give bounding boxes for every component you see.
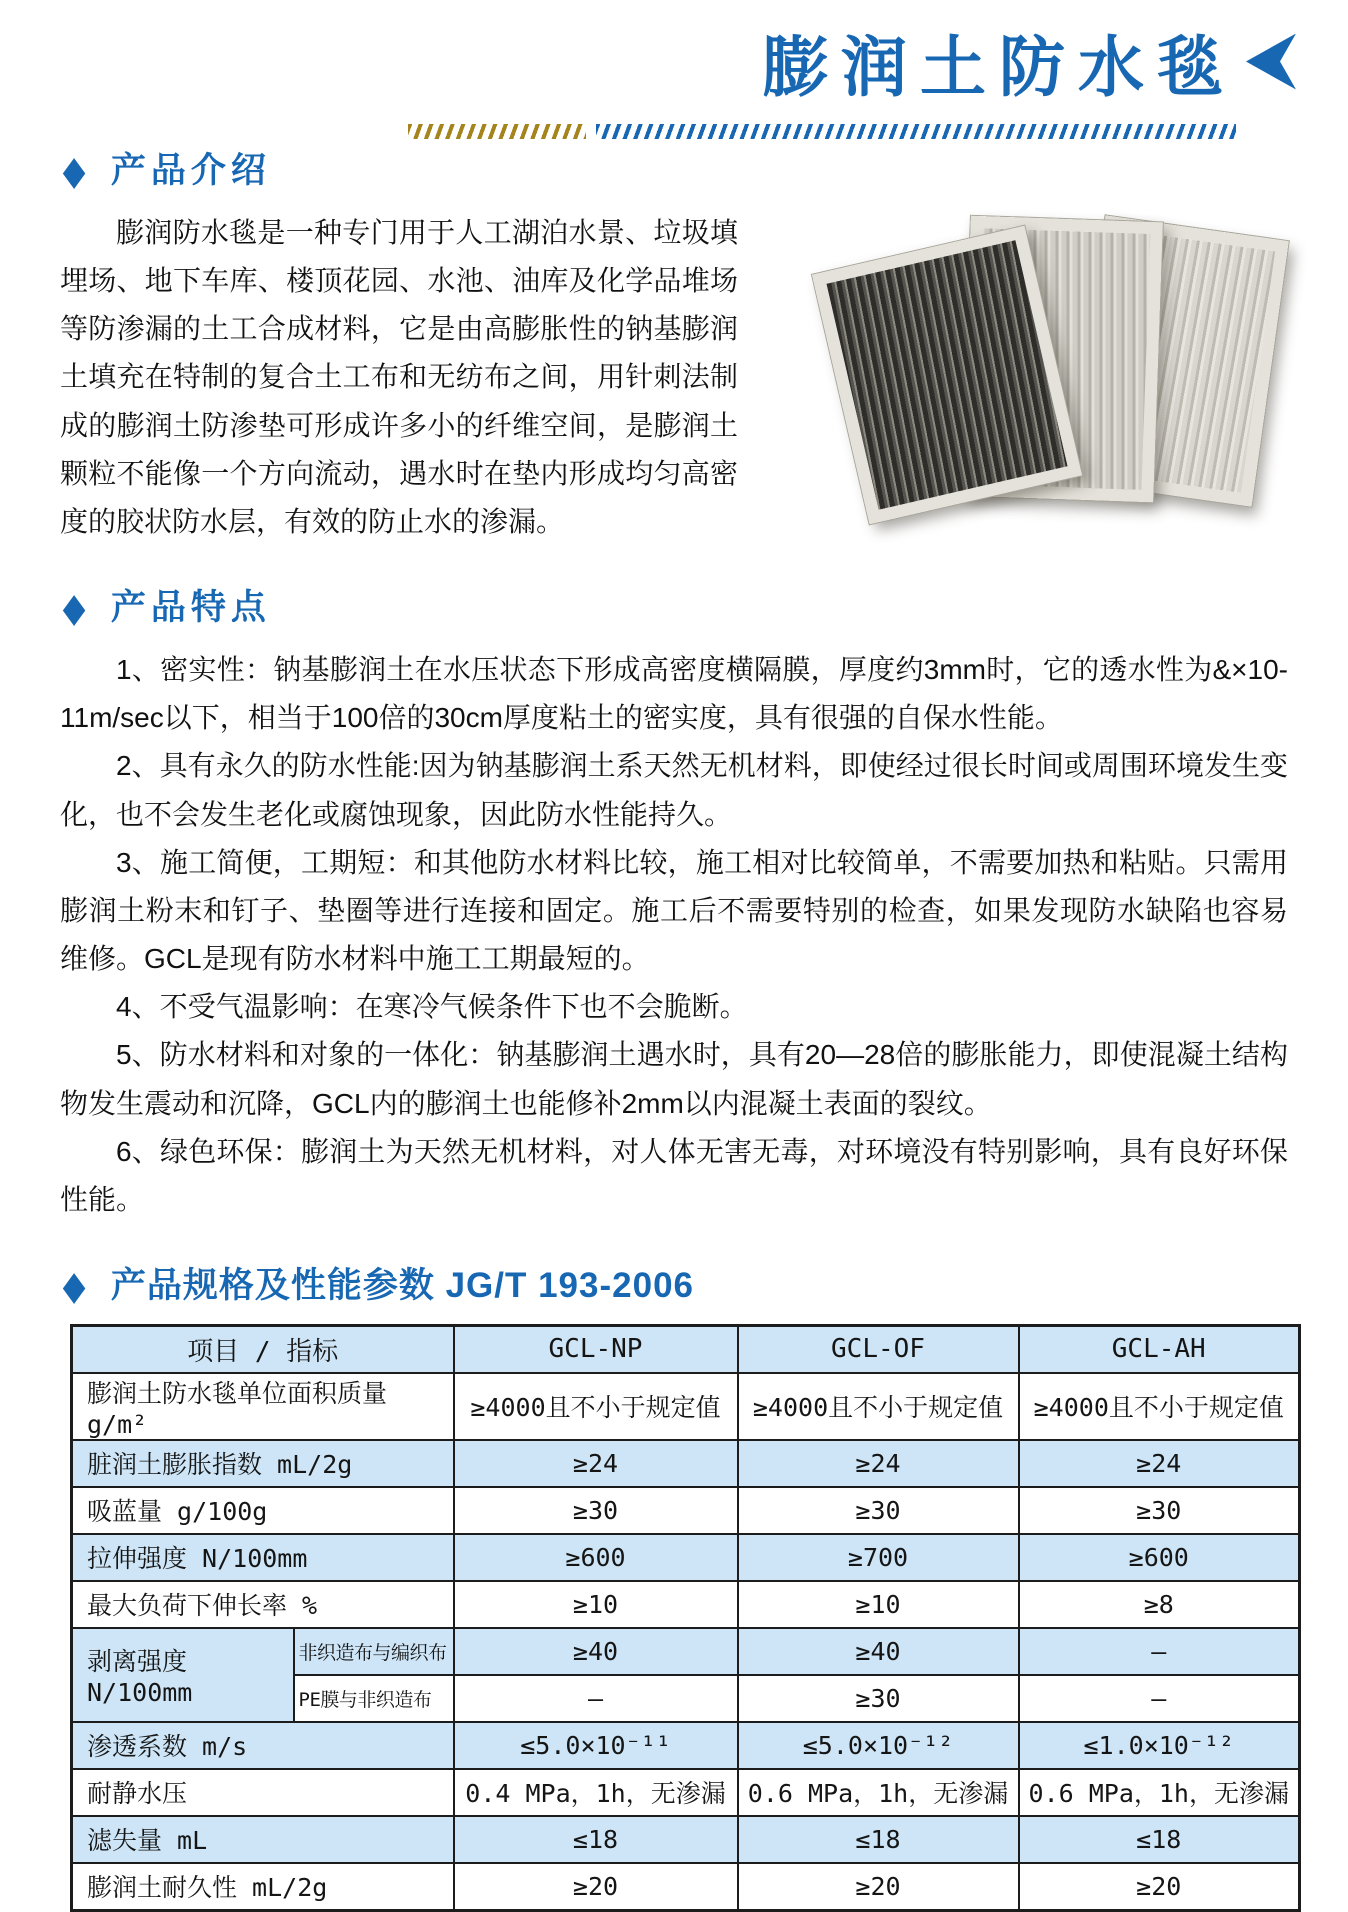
- decorative-stripes: [408, 124, 1236, 139]
- spec-value: ≥20: [738, 1863, 1019, 1911]
- diamond-icon: ◆: [62, 584, 91, 631]
- feature-item: 4、不受气温影响：在寒冷气候条件下也不会脆断。: [116, 991, 748, 1023]
- spec-value: ≥40: [454, 1628, 738, 1675]
- row-sublabel: 非织造布与编织布: [294, 1628, 454, 1675]
- page-title: 膨润土防水毯: [762, 28, 1236, 106]
- row-label: 耐静水压: [72, 1769, 454, 1816]
- spec-value: 0.4 MPa，1h，无渗漏: [454, 1769, 738, 1816]
- spec-value: ≥8: [1019, 1581, 1300, 1628]
- row-label: 膨润土防水毯单位面积质量 g/m²: [72, 1373, 454, 1440]
- spec-value: ≤5.0×10⁻¹²: [738, 1722, 1019, 1769]
- specs-heading-label: 产品规格及性能参数 JG/T 193-2006: [110, 1265, 694, 1305]
- spec-value: ≥30: [738, 1675, 1019, 1722]
- spec-value: –: [1019, 1628, 1300, 1675]
- row-label: 最大负荷下伸长率 %: [72, 1581, 454, 1628]
- spec-value: ≥10: [738, 1581, 1019, 1628]
- spec-value: ≤18: [454, 1816, 738, 1863]
- spec-value: ≥4000且不小于规定值: [1019, 1373, 1300, 1440]
- spec-value: 0.6 MPa，1h，无渗漏: [738, 1769, 1019, 1816]
- feature-item: 3、施工简便，工期短：和其他防水材料比较，施工相对比较简单，不需要加热和粘贴。只需用膨润土粉末和钉子、垫圈等进行连接和固定。施工后不需要特别的检查，如果发现防水缺陷也容易维修。GCL是现有防水材料中施工工期最短的。: [60, 846, 1288, 975]
- spec-value: ≤1.0×10⁻¹²: [1019, 1722, 1300, 1769]
- row-label: 剥离强度 N/100mm: [72, 1628, 294, 1722]
- spec-value: ≥30: [454, 1487, 738, 1534]
- spec-value: ≥40: [738, 1628, 1019, 1675]
- diamond-icon: ◆: [62, 1262, 91, 1309]
- feature-list: [60, 646, 1288, 1224]
- section-heading-intro: [62, 143, 1348, 193]
- spec-value: ≥20: [1019, 1863, 1300, 1911]
- gold-stripe-decoration: [408, 124, 586, 139]
- intro-block: [60, 209, 1288, 546]
- spec-value: ≥24: [1019, 1440, 1300, 1487]
- row-label: 吸蓝量 g/100g: [72, 1487, 454, 1534]
- spec-value: ≥4000且不小于规定值: [454, 1373, 738, 1440]
- spec-value: ≥20: [454, 1863, 738, 1911]
- row-label: 拉伸强度 N/100mm: [72, 1534, 454, 1581]
- row-label: 膨润土耐久性 mL/2g: [72, 1863, 454, 1911]
- spec-value: ≥600: [1019, 1534, 1300, 1581]
- title-left-arrow-icon: [1246, 34, 1296, 90]
- spec-value: –: [454, 1675, 738, 1722]
- intro-heading-label: 产品介绍: [110, 151, 271, 190]
- spec-value: ≥4000且不小于规定值: [738, 1373, 1019, 1440]
- spec-value: ≥600: [454, 1534, 738, 1581]
- feature-item: 1、密实性：钠基膨润土在水压状态下形成高密度横隔膜，厚度约3mm时，它的透水性为&×10-11m/sec以下，相当于100倍的30cm厚度粘土的密实度，具有很强的自保水性能。: [60, 654, 1288, 734]
- intro-paragraph: 膨润防水毯是一种专门用于人工湖泊水景、垃圾填埋场、地下车库、楼顶花园、水池、油库及化学品堆场等防渗漏的土工合成材料，它是由高膨胀性的钠基膨润土填充在特制的复合土工布和无纺布之间，用针刺法制成的膨润土防渗垫可形成许多小的纤维空间，是膨润土颗粒不能像一个方向流动，遇水时在垫内形成均匀高密度的胶状防水层，有效的防止水的渗漏。: [60, 217, 738, 537]
- spec-value: 0.6 MPa，1h，无渗漏: [1019, 1769, 1300, 1816]
- section-heading-specs: [62, 1258, 1348, 1308]
- feature-item: 6、绿色环保：膨润土为天然无机材料，对人体无害无毒，对环境没有特别影响，具有良好环保性能。: [60, 1135, 1288, 1215]
- column-header: GCL-OF: [738, 1325, 1019, 1373]
- spec-value: ≥700: [738, 1534, 1019, 1581]
- spec-value: ≤18: [738, 1816, 1019, 1863]
- row-sublabel: PE膜与非织造布: [294, 1675, 454, 1722]
- masthead: [0, 0, 1348, 109]
- product-photo: [834, 213, 1284, 525]
- row-label: 滤失量 mL: [72, 1816, 454, 1863]
- spec-value: ≤5.0×10⁻¹¹: [454, 1722, 738, 1769]
- spec-value: ≥24: [738, 1440, 1019, 1487]
- row-label: 渗透系数 m/s: [72, 1722, 454, 1769]
- spec-table: [70, 1324, 1301, 1912]
- spec-value: ≥30: [738, 1487, 1019, 1534]
- feature-item: 5、防水材料和对象的一体化：钠基膨润土遇水时，具有20—28倍的膨胀能力，即使混凝土结构物发生震动和沉降，GCL内的膨润土也能修补2mm以内混凝土表面的裂纹。: [60, 1039, 1288, 1119]
- spec-value: ≤18: [1019, 1816, 1300, 1863]
- feature-item: 2、具有永久的防水性能:因为钠基膨润土系天然无机材料，即使经过很长时间或周围环境发生变化，也不会发生老化或腐蚀现象，因此防水性能持久。: [60, 750, 1288, 830]
- blue-stripe-decoration: [596, 124, 1236, 139]
- spec-value: ≥24: [454, 1440, 738, 1487]
- section-heading-features: [62, 580, 1348, 630]
- column-header: GCL-NP: [454, 1325, 738, 1373]
- diamond-icon: ◆: [62, 147, 91, 194]
- column-header: GCL-AH: [1019, 1325, 1300, 1373]
- column-header: 项目 / 指标: [72, 1325, 454, 1373]
- features-heading-label: 产品特点: [110, 588, 271, 628]
- spec-value: ≥30: [1019, 1487, 1300, 1534]
- spec-value: –: [1019, 1675, 1300, 1722]
- row-label: 脏润土膨胀指数 mL/2g: [72, 1440, 454, 1487]
- spec-value: ≥10: [454, 1581, 738, 1628]
